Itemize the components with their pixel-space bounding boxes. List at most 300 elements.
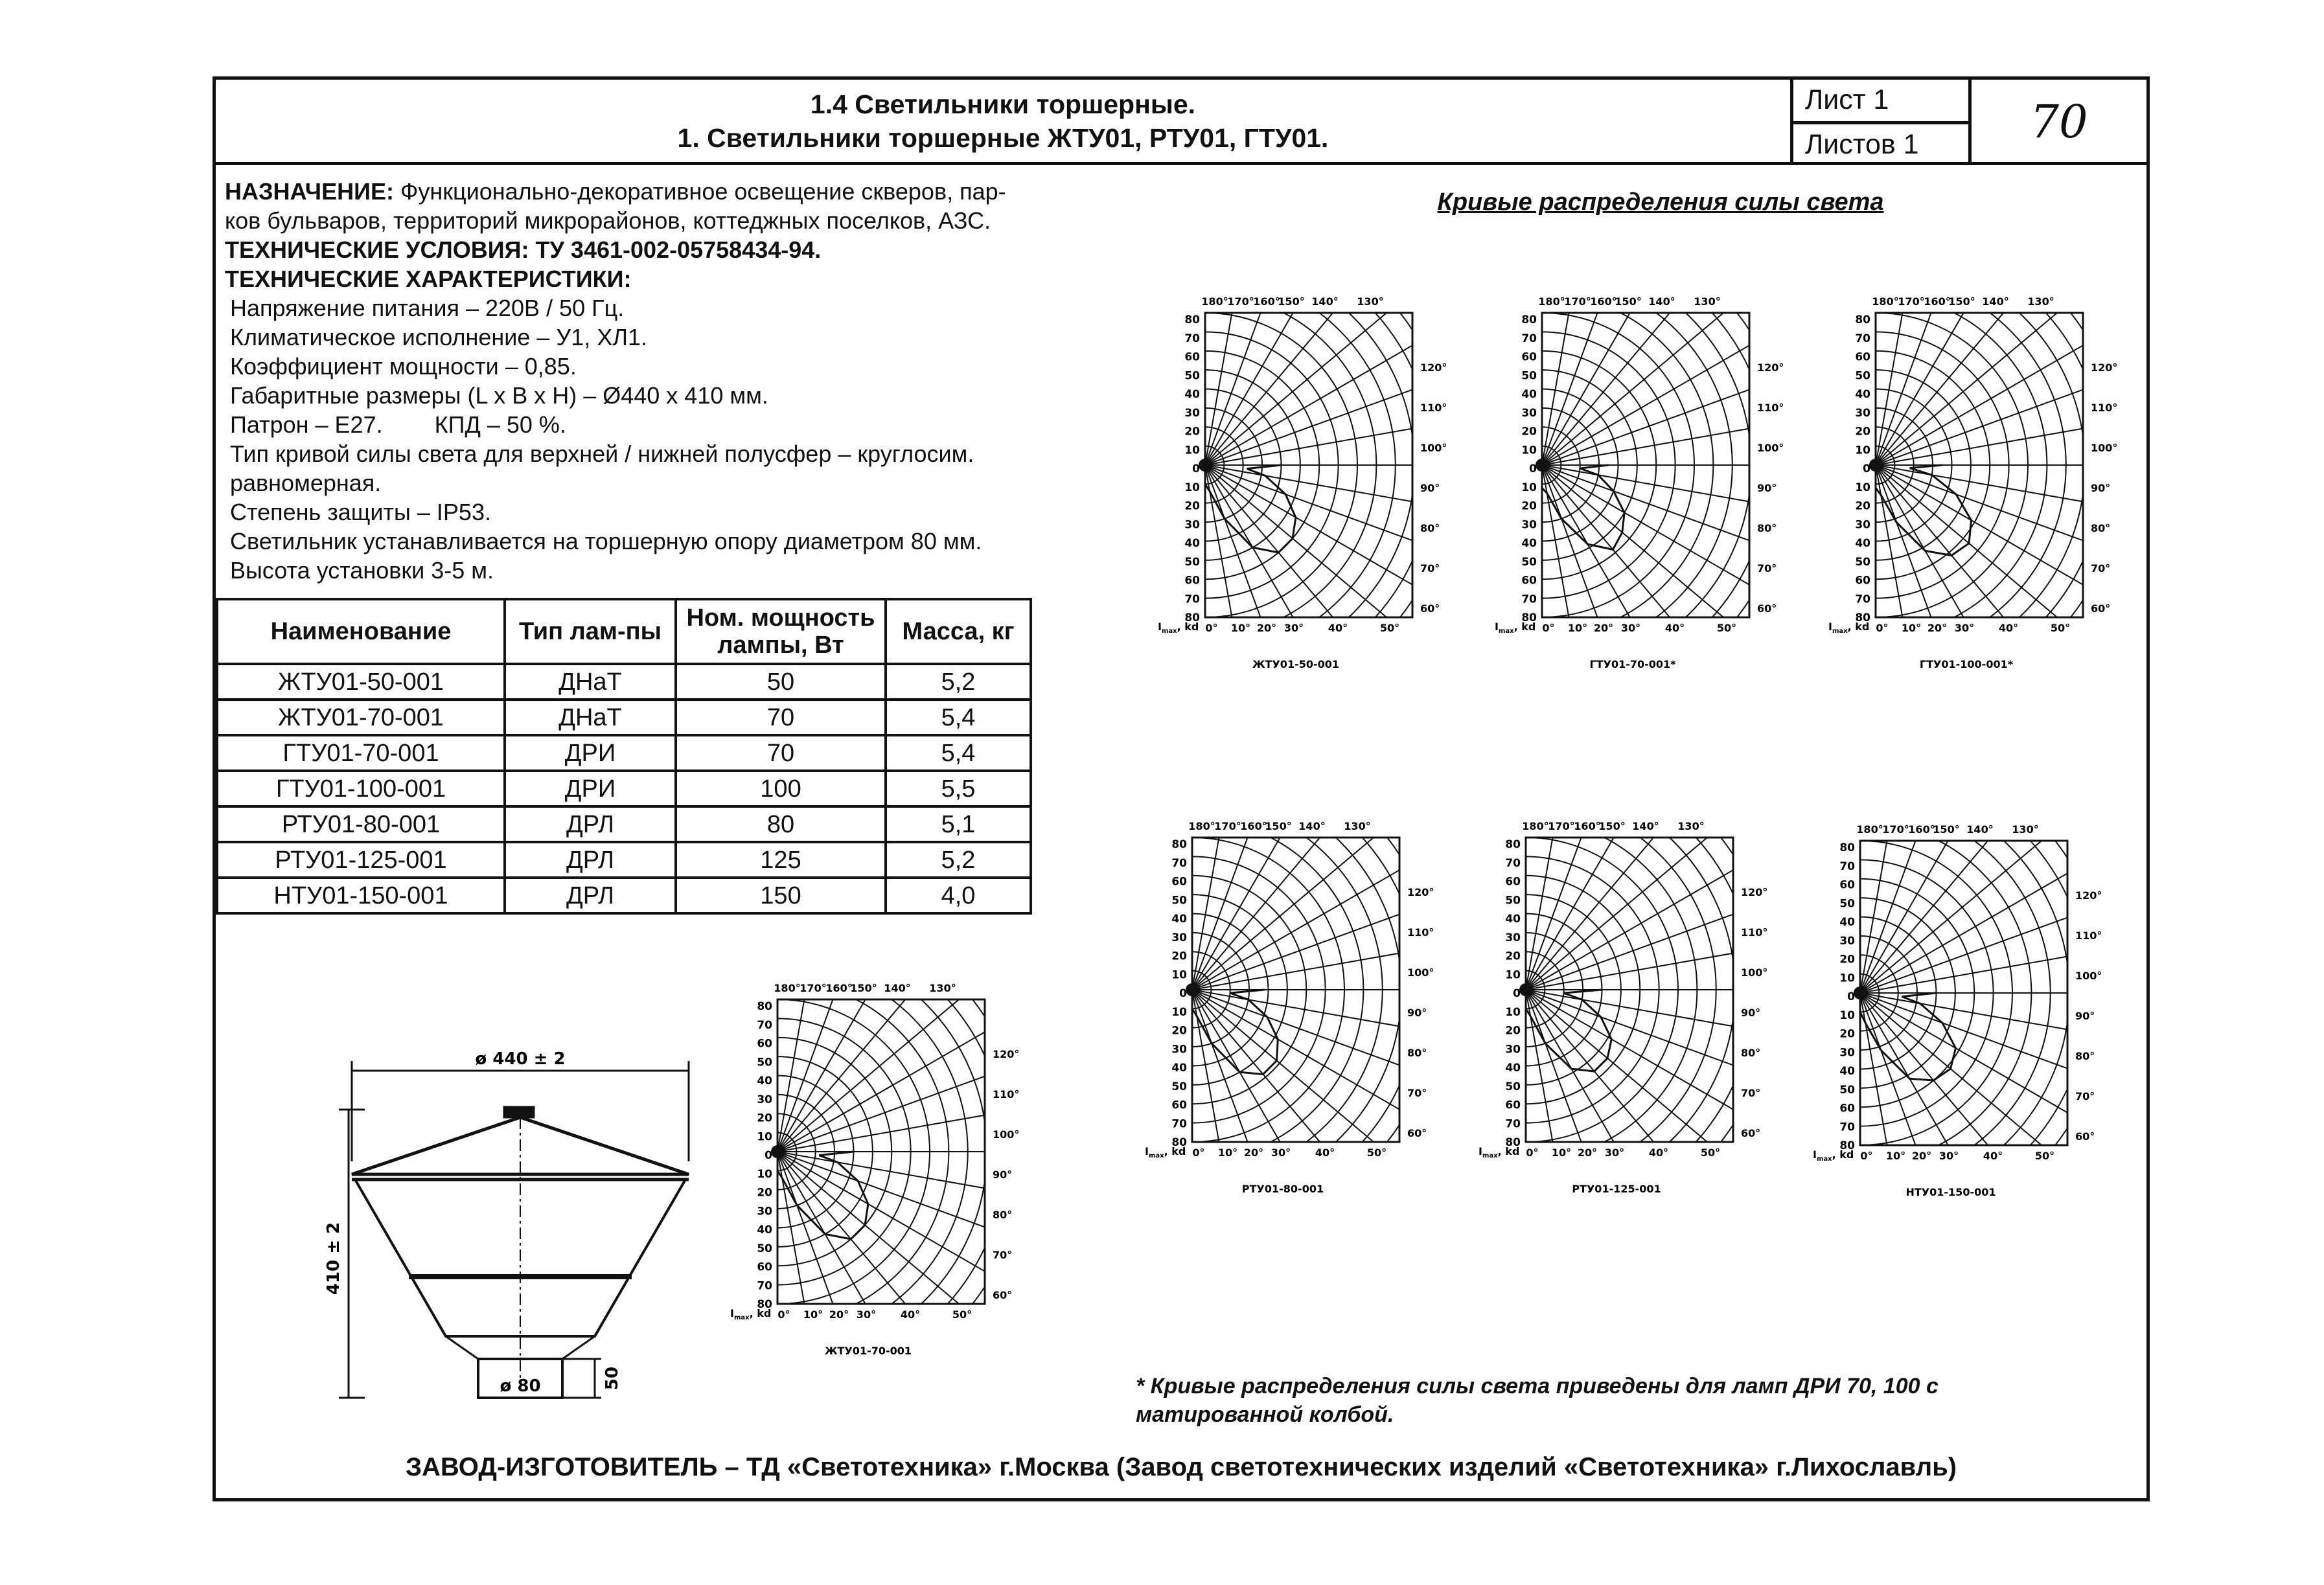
right-angle-label: 100° (2075, 970, 2102, 982)
col-header-name: Наименование (217, 599, 505, 664)
cell-lamp: ДРЛ (505, 878, 676, 913)
scale-label: 30 (1855, 518, 1870, 532)
axis-subscript: max (1161, 628, 1177, 635)
grid-ray (777, 1152, 1027, 1373)
purpose-text: Функционально-декоративное освещение скверов, пар- (400, 178, 1006, 205)
right-angle-label: 60° (1407, 1127, 1427, 1139)
scale-label: 20 (1839, 1027, 1855, 1041)
top-angle-label: 150° (1933, 823, 1960, 836)
right-angle-label: 90° (2091, 482, 2111, 494)
col-header-lamp: Тип лам-пы (505, 599, 676, 664)
top-angle-label: 170° (1227, 295, 1254, 308)
top-angle-label: 140° (1311, 295, 1339, 308)
grid-ray (1526, 990, 1775, 1102)
scale-label: 70 (1855, 593, 1870, 606)
spec-line: Степень защиты – IP53. (230, 499, 491, 525)
scale-label: 60 (1505, 1099, 1521, 1112)
polar-center (1869, 459, 1882, 472)
grid-ray (1542, 465, 1791, 687)
bottom-angle-label: 30° (1283, 622, 1304, 634)
footnote: * Кривые распределения силы света приведены для ламп ДРИ 70, 100 с матированной колбой. (1136, 1374, 1939, 1427)
right-angle-label: 120° (1757, 361, 1784, 374)
bottom-angle-label: 20° (1911, 1150, 1932, 1162)
scale-label: 70 (1521, 593, 1537, 606)
scale-label: 40 (1839, 916, 1855, 929)
scale-label: 60 (1521, 574, 1537, 587)
scale-label: 80 (1171, 1136, 1187, 1149)
scale-label: 40 (1171, 1062, 1187, 1075)
scale-label: 50 (1171, 894, 1187, 907)
scale-label: 70 (1184, 332, 1200, 345)
bottom-angle-label: 40° (1983, 1150, 2003, 1162)
bottom-angle-label: 10° (1885, 1150, 1906, 1162)
axis-subscript: max (733, 1314, 750, 1321)
top-angle-label: 130° (1357, 295, 1384, 308)
scale-label: 10 (1855, 444, 1870, 457)
scale-label: 80 (1505, 838, 1521, 851)
scale-label: 50 (757, 1056, 772, 1069)
right-angle-label: 120° (1420, 361, 1447, 374)
chart-label: РТУ01-80-001 (1241, 1183, 1324, 1195)
right-angle-label: 70° (2075, 1090, 2095, 1102)
grid-ray (1876, 465, 2125, 578)
products-table (216, 598, 1032, 915)
bottom-angle-label: 30° (856, 1308, 877, 1321)
scale-label: 20 (1505, 1024, 1521, 1038)
scale-label: 60 (1505, 875, 1521, 889)
bottom-angle-label: 0° (1876, 622, 1889, 634)
right-angle-label: 100° (1757, 442, 1784, 454)
cell-power: 70 (676, 700, 886, 735)
scale-label: 40 (1505, 913, 1521, 926)
scale-label: 70 (1839, 1121, 1855, 1134)
top-angle-label: 180° (774, 982, 801, 994)
right-angle-label: 100° (1741, 966, 1768, 979)
top-angle-label: 160° (1574, 820, 1601, 832)
chart-label: ЖТУ01-70-001 (824, 1345, 912, 1357)
bottom-angle-label: 40° (1648, 1146, 1669, 1159)
right-angle-label: 90° (1757, 482, 1777, 494)
cell-lamp: ДНаТ (505, 664, 676, 700)
axis-label (1495, 621, 1536, 635)
scale-label: 0 (1847, 990, 1855, 1003)
right-angle-label: 80° (1757, 522, 1777, 534)
axis-subscript: max (1832, 628, 1848, 635)
right-angle-label: 70° (2091, 562, 2111, 575)
top-angle-label: 170° (1882, 823, 1909, 836)
right-angle-label: 120° (1741, 886, 1768, 898)
axis-subscript: max (1498, 628, 1514, 635)
axis-label (1158, 621, 1199, 635)
scale-label: 80 (1855, 314, 1870, 326)
scale-label: 60 (1171, 1099, 1187, 1112)
axis-label (1828, 621, 1869, 635)
grid-ray (1205, 352, 1455, 465)
right-angle-label: 60° (1757, 602, 1777, 615)
right-angle-label: 110° (2091, 402, 2118, 414)
spec-line: равномерная. (230, 470, 382, 496)
right-angle-label: 80° (993, 1209, 1013, 1221)
top-angle-label: 130° (1677, 820, 1705, 832)
scale-label: 50 (1855, 555, 1870, 569)
top-angle-label: 150° (1265, 820, 1292, 832)
axis-unit: , kd (1164, 1145, 1186, 1157)
cell-mass: 5,5 (886, 771, 1031, 806)
scale-label: 60 (1184, 350, 1200, 364)
spec-line: Климатическое исполнение – У1, ХЛ1. (230, 324, 647, 350)
scale-label: 10 (757, 1167, 772, 1181)
grid-ray (1526, 877, 1775, 990)
grid-ray (1542, 465, 1791, 578)
bottom-angle-label: 30° (1271, 1146, 1291, 1159)
top-angle-label: 150° (1615, 295, 1642, 308)
scale-label: 60 (1855, 350, 1870, 364)
spec-line: Тип кривой силы света для верхней / нижней полусфер – круглосим. (230, 440, 974, 467)
axis-symbol: I (1828, 621, 1832, 633)
scale-label: 30 (1839, 934, 1855, 948)
right-angle-label: 100° (1407, 966, 1434, 979)
axis-subscript: max (1148, 1152, 1164, 1159)
scale-label: 10 (1171, 968, 1187, 982)
axis-unit: , kd (1497, 1145, 1520, 1157)
polar-center (1519, 983, 1532, 996)
top-angle-label: 170° (1214, 820, 1241, 832)
top-angle-label: 170° (800, 982, 827, 994)
top-angle-label: 130° (2027, 295, 2054, 308)
spec-line: Габаритные размеры (L x B x H) – Ø440 x 410 мм. (230, 382, 768, 409)
axis-unit: , kd (749, 1307, 772, 1319)
bottom-angle-label: 50° (1379, 622, 1400, 634)
bottom-angle-label: 0° (1192, 1146, 1205, 1159)
cell-name: РТУ01-80-001 (217, 806, 505, 842)
scale-label: 50 (1521, 369, 1537, 383)
scale-label: 50 (1855, 369, 1870, 383)
scale-label: 10 (1505, 1005, 1521, 1019)
right-angle-label: 110° (2075, 929, 2102, 942)
cell-mass: 5,4 (886, 735, 1031, 771)
scale-label: 50 (1505, 894, 1521, 907)
dim-height: 410 ± 2 (324, 1222, 343, 1295)
axis-label (1813, 1148, 1854, 1163)
specs-label: ТЕХНИЧЕСКИЕ ХАРАКТЕРИСТИКИ: (225, 266, 632, 292)
scale-label: 40 (1855, 388, 1870, 401)
top-angle-label: 150° (1948, 295, 1975, 308)
grid-ray (1860, 880, 2110, 993)
description (225, 177, 1158, 585)
scale-label: 30 (1521, 518, 1537, 532)
top-angle-label: 160° (1908, 823, 1935, 836)
scale-label: 30 (1505, 1043, 1521, 1056)
table-row (217, 806, 1031, 842)
axis-unit: , kd (1847, 621, 1870, 633)
bottom-angle-label: 40° (1328, 622, 1348, 634)
scale-label: 0 (765, 1149, 772, 1162)
scale-label: 60 (1521, 350, 1537, 364)
right-angle-label: 100° (2091, 442, 2118, 454)
polar-chart (1150, 274, 1455, 695)
top-angle-label: 150° (850, 982, 877, 994)
polar-chart (1805, 802, 2110, 1223)
chart-label: ЖТУ01-50-001 (1252, 658, 1340, 670)
scale-label: 40 (1521, 537, 1537, 550)
polar-chart (1487, 274, 1791, 695)
top-angle-label: 140° (1648, 295, 1675, 308)
grid-ray (1860, 993, 2110, 1214)
right-angle-label: 70° (1757, 562, 1777, 575)
bottom-angle-label: 20° (1577, 1146, 1598, 1159)
bottom-angle-label: 50° (1716, 622, 1737, 634)
sheet-info (1793, 80, 1972, 165)
cell-mass: 5,2 (886, 664, 1031, 700)
scale-label: 10 (757, 1130, 772, 1144)
bottom-angle-label: 30° (1939, 1150, 1959, 1162)
scale-label: 30 (757, 1205, 772, 1218)
bottom-angle-label: 40° (900, 1308, 921, 1321)
cell-name: РТУ01-125-001 (217, 842, 505, 878)
bottom-angle-label: 40° (1998, 622, 2019, 634)
scale-label: 80 (1521, 611, 1537, 624)
top-angle-label: 130° (1694, 295, 1721, 308)
polar-center (1199, 459, 1212, 472)
table-row (217, 842, 1031, 878)
sheets-label: Листов 1 (1793, 121, 1968, 166)
scale-label: 20 (757, 1112, 772, 1125)
cell-mass: 4,0 (886, 878, 1031, 913)
manufacturer-footer: ЗАВОД-ИЗГОТОВИТЕЛЬ – ТД «Светотехника» г.Москва (Завод светотехнических изделий «Светотехника» г.Лихославль) (405, 1453, 1957, 1481)
bottom-angle-label: 10° (1551, 1146, 1572, 1159)
scale-label: 40 (757, 1224, 772, 1237)
scale-label: 40 (1839, 1065, 1855, 1078)
chart-label: ГТУ01-100-001* (1919, 658, 2014, 670)
scale-label: 30 (1839, 1046, 1855, 1060)
top-angle-label: 180° (1856, 823, 1883, 836)
bottom-angle-label: 30° (1954, 622, 1975, 634)
scale-label: 10 (1855, 481, 1870, 494)
polar-chart (1821, 274, 2125, 695)
scale-label: 20 (1855, 499, 1870, 513)
scale-label: 40 (1184, 537, 1200, 550)
grid-ray (1192, 990, 1442, 1102)
bottom-angle-label: 30° (1620, 622, 1641, 634)
right-angle-label: 90° (1420, 482, 1440, 494)
grid-ray (777, 1039, 1027, 1152)
scale-label: 10 (1521, 481, 1537, 494)
bottom-angle-label: 0° (1542, 622, 1555, 634)
scale-label: 60 (1171, 875, 1187, 889)
scale-label: 80 (757, 1000, 772, 1013)
axis-label (730, 1307, 771, 1321)
bottom-angle-label: 40° (1315, 1146, 1335, 1159)
scale-label: 20 (1855, 425, 1870, 439)
scale-label: 10 (1505, 968, 1521, 982)
scale-label: 30 (1171, 931, 1187, 944)
scale-label: 70 (1171, 1117, 1187, 1131)
cell-lamp: ДРЛ (505, 842, 676, 878)
top-angle-label: 160° (1240, 820, 1267, 832)
right-angle-label: 80° (2091, 522, 2111, 534)
cell-power: 150 (676, 878, 886, 913)
bottom-angle-label: 10° (1567, 622, 1588, 634)
grid-ray (1192, 877, 1442, 990)
top-angle-label: 140° (1982, 295, 2009, 308)
scale-label: 10 (1521, 444, 1537, 457)
axis-symbol: I (1495, 621, 1499, 633)
scale-label: 60 (1855, 574, 1870, 587)
right-angle-label: 120° (993, 1048, 1020, 1060)
bottom-angle-label: 0° (1860, 1150, 1873, 1162)
table-row (217, 735, 1031, 771)
scale-label: 30 (1521, 406, 1537, 420)
right-angle-label: 120° (1407, 886, 1434, 898)
cell-name: ГТУ01-70-001 (217, 735, 505, 771)
top-angle-label: 170° (1898, 295, 1925, 308)
scale-label: 70 (1839, 860, 1855, 873)
axis-subscript: max (1816, 1156, 1832, 1163)
scale-label: 70 (1521, 332, 1537, 345)
scale-label: 20 (757, 1186, 772, 1200)
light-curve (1876, 465, 1972, 556)
axis-symbol: I (1813, 1148, 1817, 1161)
scale-label: 70 (1855, 332, 1870, 345)
scale-label: 70 (1171, 856, 1187, 870)
bottom-angle-label: 10° (1217, 1146, 1238, 1159)
scale-label: 30 (1855, 406, 1870, 420)
grid-ray (1192, 990, 1442, 1211)
scale-label: 70 (757, 1279, 772, 1293)
scale-label: 20 (1184, 425, 1200, 439)
bottom-angle-label: 50° (1366, 1146, 1387, 1159)
scale-label: 40 (1505, 1062, 1521, 1075)
bottom-angle-label: 20° (1593, 622, 1614, 634)
top-angle-label: 140° (1966, 823, 1994, 836)
grid-ray (1542, 352, 1791, 465)
scale-label: 80 (1505, 1136, 1521, 1149)
right-angle-label: 70° (1741, 1087, 1761, 1099)
top-angle-label: 180° (1538, 295, 1565, 308)
cell-power: 80 (676, 806, 886, 842)
scale-label: 10 (1839, 972, 1855, 985)
right-angle-label: 70° (1407, 1087, 1427, 1099)
bottom-angle-label: 20° (829, 1308, 849, 1321)
table-row (217, 771, 1031, 806)
axis-symbol: I (1158, 621, 1162, 633)
drawing-sheet (213, 76, 2150, 1501)
cell-mass: 5,1 (886, 806, 1031, 842)
spec-line: Патрон – Е27. КПД – 50 %. (230, 411, 566, 438)
right-angle-label: 60° (1741, 1127, 1761, 1139)
title-line-2: 1. Светильники торшерные ЖТУ01, РТУ01, ГТУ01. (677, 123, 1329, 153)
cell-power: 125 (676, 842, 886, 878)
cell-lamp: ДРЛ (505, 806, 676, 842)
grid-ray (1876, 465, 2125, 687)
right-angle-label: 110° (993, 1088, 1020, 1100)
scale-label: 50 (1171, 1080, 1187, 1093)
cell-name: НТУ01-150-001 (217, 878, 505, 913)
grid-ray (1526, 990, 1775, 1211)
scale-label: 30 (757, 1093, 772, 1106)
top-angle-label: 140° (884, 982, 911, 994)
polar-section-title-wrap (1175, 188, 2146, 216)
dim-collar: 50 (603, 1366, 622, 1391)
scale-label: 20 (1171, 1024, 1187, 1038)
right-angle-label: 70° (1420, 562, 1440, 575)
bottom-angle-label: 20° (1256, 622, 1277, 634)
cell-name: ЖТУ01-70-001 (217, 700, 505, 735)
scale-label: 80 (1839, 1139, 1855, 1152)
top-angle-label: 130° (929, 982, 956, 994)
axis-subscript: max (1482, 1152, 1498, 1159)
scale-label: 60 (1839, 878, 1855, 892)
cell-power: 50 (676, 664, 886, 700)
right-angle-label: 110° (1407, 926, 1434, 939)
axis-label (1478, 1145, 1519, 1159)
scale-label: 10 (1184, 444, 1200, 457)
scale-label: 60 (1184, 574, 1200, 587)
table-header-row (217, 599, 1031, 664)
scale-label: 60 (757, 1037, 772, 1051)
bottom-angle-label: 50° (2050, 622, 2071, 634)
bottom-angle-label: 10° (1230, 622, 1251, 634)
scale-label: 80 (1839, 841, 1855, 854)
title-block (216, 80, 1793, 165)
scale-label: 50 (1839, 897, 1855, 911)
right-angle-label: 110° (1741, 926, 1768, 939)
right-angle-label: 100° (1420, 442, 1447, 454)
right-angle-label: 110° (1757, 402, 1784, 414)
top-angle-label: 180° (1201, 295, 1228, 308)
right-angle-label: 70° (993, 1249, 1013, 1261)
axis-symbol: I (1478, 1145, 1482, 1157)
polar-center (771, 1145, 784, 1158)
scale-label: 80 (1184, 314, 1200, 326)
cell-lamp: ДРИ (505, 735, 676, 771)
grid-ray (777, 1152, 1027, 1264)
top-angle-label: 160° (1253, 295, 1280, 308)
scale-label: 40 (1171, 913, 1187, 926)
spec-line: Высота установки 3-5 м. (230, 557, 494, 584)
cell-lamp: ДРИ (505, 771, 676, 806)
axis-symbol: I (1145, 1145, 1149, 1157)
bottom-angle-label: 0° (777, 1308, 790, 1321)
page-number: 70 (1972, 80, 2146, 165)
cell-power: 100 (676, 771, 886, 806)
cell-lamp: ДНаТ (505, 700, 676, 735)
grid-ray (1205, 465, 1455, 687)
dim-diameter: ø 440 ± 2 (475, 1049, 566, 1069)
title-line-1: 1.4 Светильники торшерные. (810, 89, 1196, 119)
scale-label: 50 (1521, 555, 1537, 569)
col-header-mass: Масса, кг (886, 599, 1031, 664)
table-row (217, 700, 1031, 735)
scale-label: 70 (1505, 856, 1521, 870)
chart-label: НТУ01-150-001 (1905, 1186, 1996, 1198)
scale-label: 70 (757, 1018, 772, 1032)
purpose-label: НАЗНАЧЕНИЕ: (225, 178, 394, 205)
bottom-angle-label: 50° (1700, 1146, 1721, 1159)
polar-chart (1471, 799, 1775, 1220)
scale-label: 30 (1171, 1043, 1187, 1056)
top-angle-label: 180° (1872, 295, 1899, 308)
right-angle-label: 80° (1407, 1047, 1427, 1059)
scale-label: 30 (1505, 931, 1521, 944)
scale-label: 0 (1179, 987, 1187, 1000)
bottom-angle-label: 10° (803, 1308, 823, 1321)
right-angle-label: 90° (1407, 1007, 1427, 1019)
scale-label: 20 (1171, 950, 1187, 963)
right-angle-label: 60° (2091, 602, 2111, 615)
bottom-angle-label: 30° (1604, 1146, 1625, 1159)
right-angle-label: 60° (2075, 1130, 2095, 1143)
